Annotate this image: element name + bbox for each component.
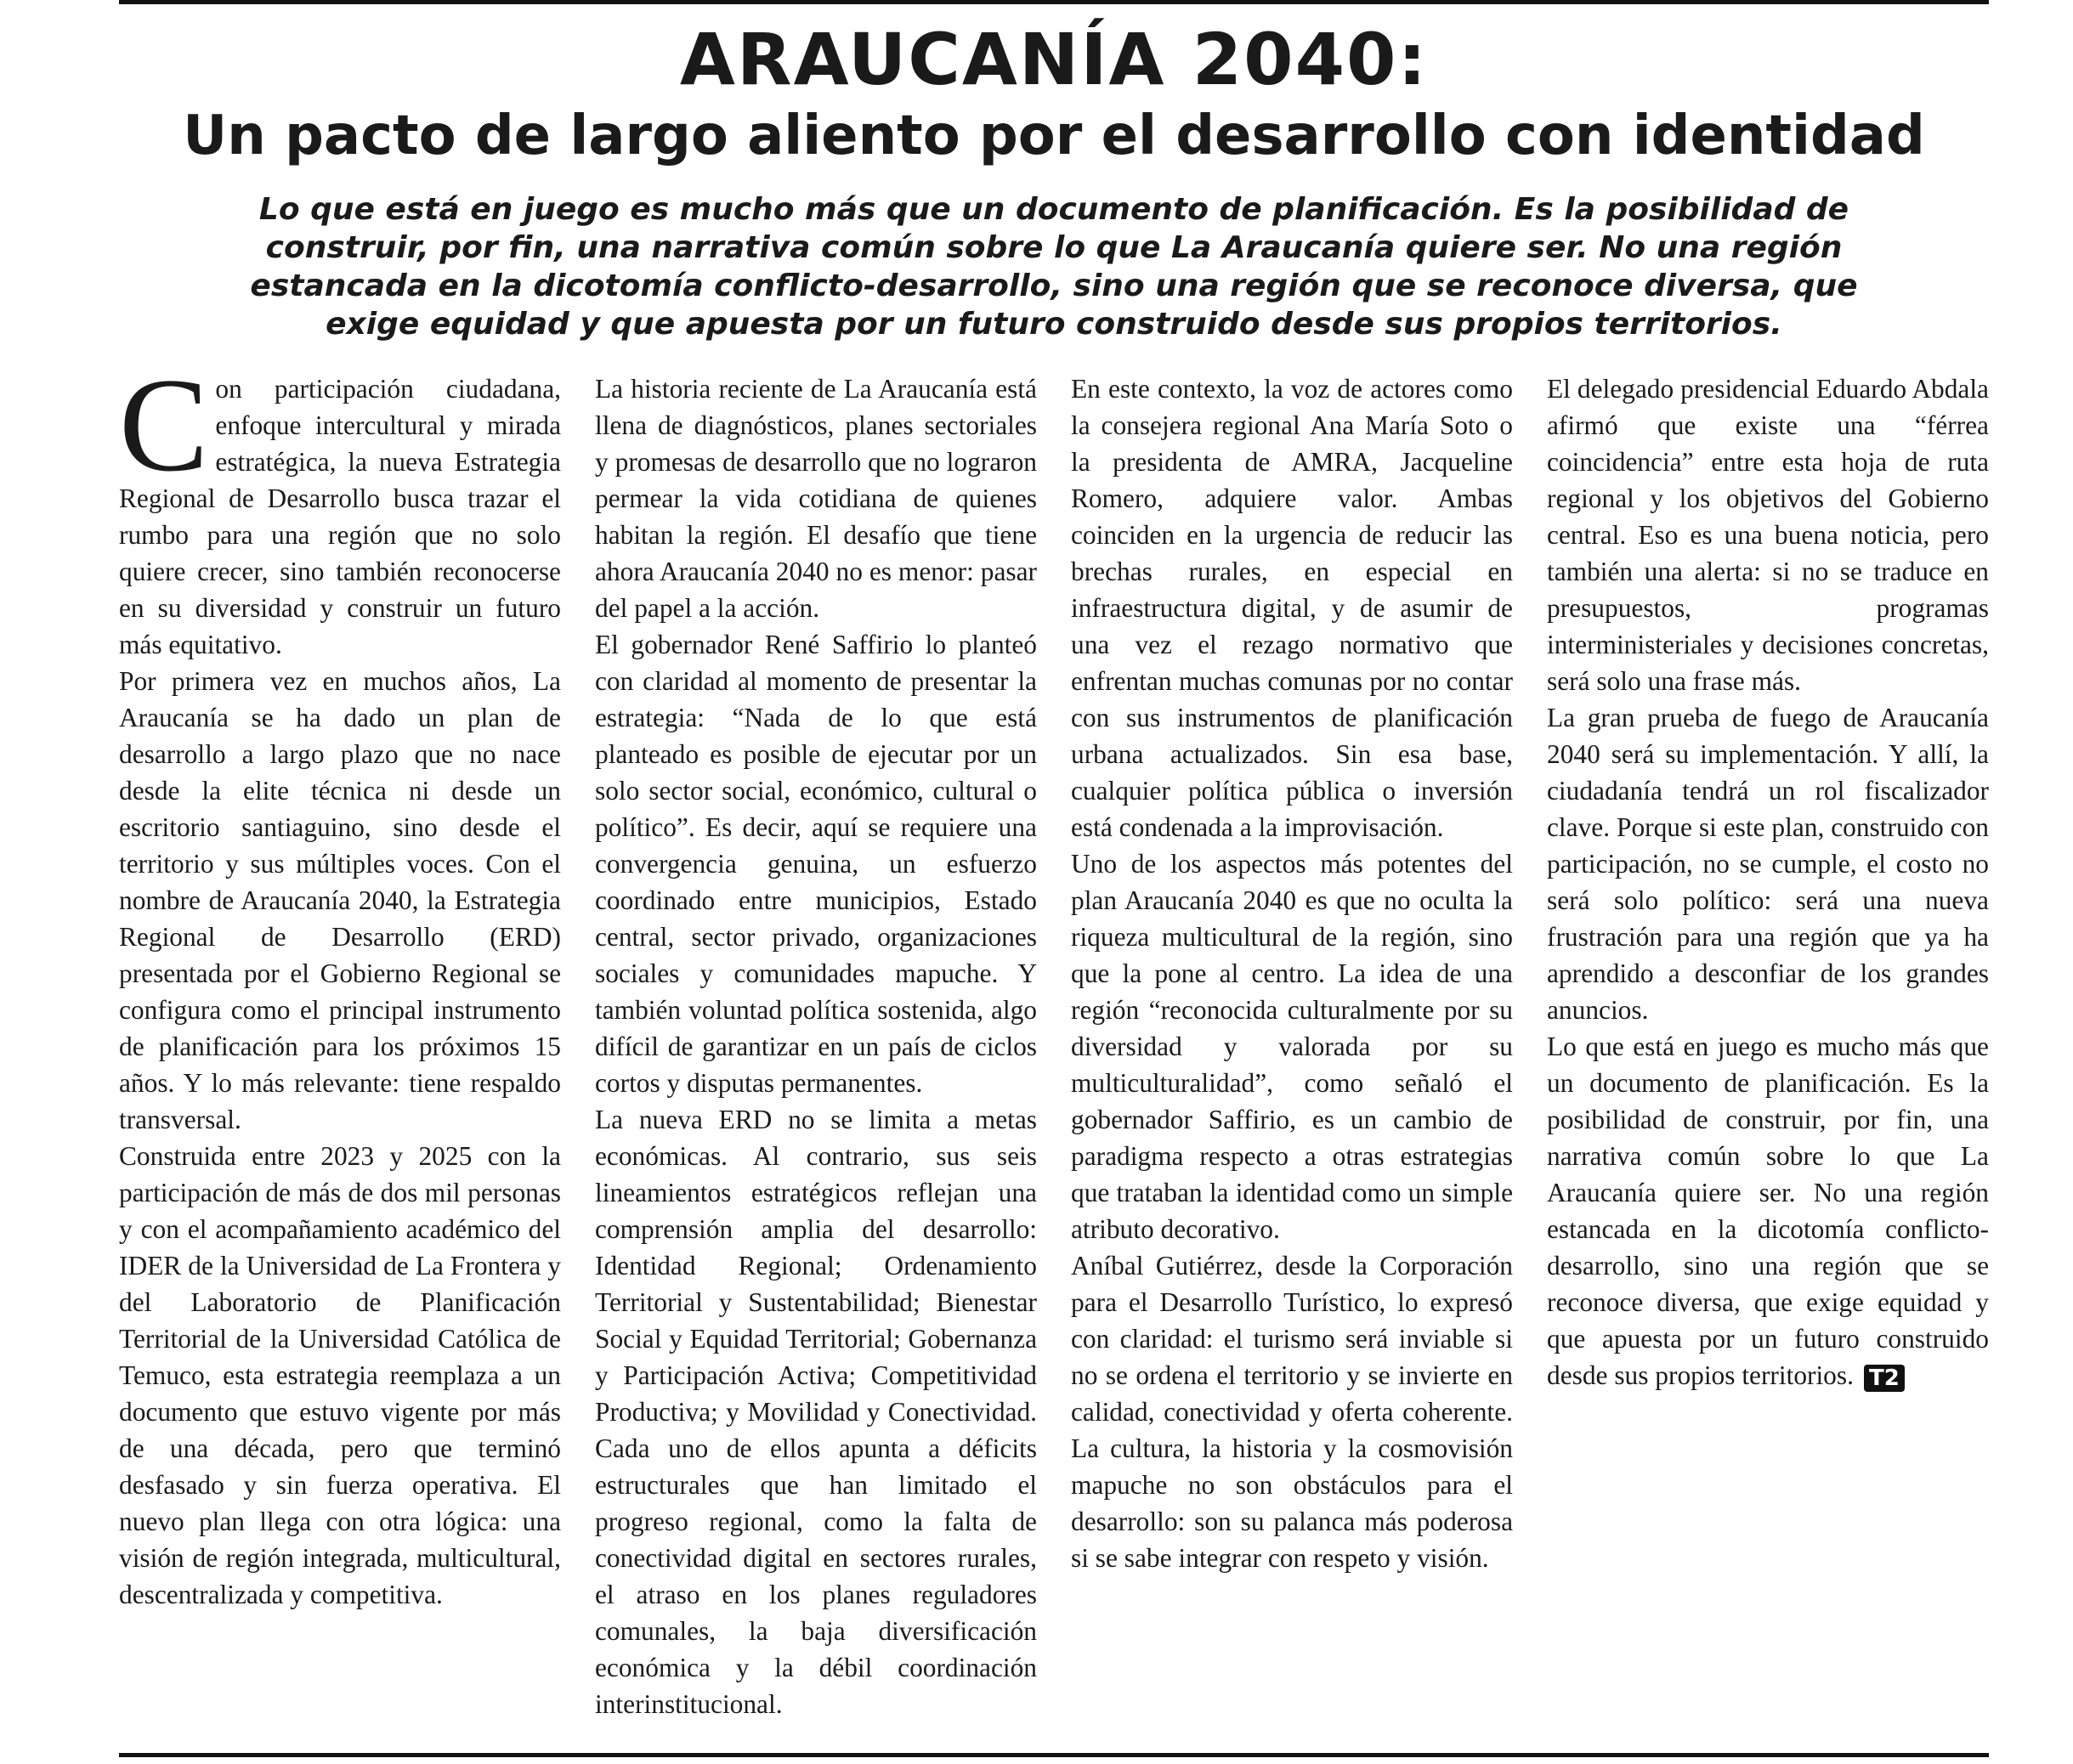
article-column-1 (119, 370, 561, 1745)
paragraph-8: Uno de los aspectos más potentes del plan Araucanía 2040 es que no oculta la riqueza multicultural de la región, sino que la pone al centro. La idea de una región “reconocida culturalmente por su diversidad y valorada por su multiculturalidad”, como señaló el gobernador Saffirio, es un cambio de paradigma respecto a otras estrategias que trataban la identidad como un simple atributo decorativo. (1071, 849, 1513, 1244)
article-column-4 (1547, 370, 1989, 1745)
lead-paragraph: Lo que está en juego es mucho más que un documento de planificación. Es la posibilidad de construir, por fin, una narrativa común sobre lo que La Araucanía quiere ser. No una región estancada en la dicotomía conflicto-desarrollo, sino una región que se reconoce diversa, que exige equidad y que apuesta por un futuro construido desde sus propios territorios. (250, 192, 1858, 342)
paragraph-3: Construida entre 2023 y 2025 con la participación de más de dos mil personas y con el acompañamiento académico del IDER de la Universidad de La Frontera y del Laboratorio de Planificación Territorial de la Universidad Católica de Temuco, esta estrategia reemplaza a un documento que estuvo vigente por más de una década, pero que terminó desfasado y sin fuerza operativa. El nuevo plan llega con otra lógica: una visión de región integrada, multicultural, descentralizada y competitiva. (119, 1141, 561, 1609)
article-column-3 (1071, 370, 1513, 1745)
paragraph-9: Aníbal Gutiérrez, desde la Corporación para el Desarrollo Turístico, lo expresó con claridad: el turismo será inviable si no se ordena el territorio y se invierte en calidad, conectividad y oferta coherente. La cultura, la historia y la cosmovisión mapuche no son obstáculos para el desarrollo: son su palanca más poderosa si se sabe integrar con respeto y visión. (1071, 1251, 1513, 1573)
paragraph-1 (119, 370, 561, 663)
paragraph-12 (1547, 1028, 1989, 1394)
paragraph-12-text: Lo que está en juego es mucho más que un documento de planificación. Es la posibilidad de construir, por fin, una narrativa común sobre lo que La Araucanía quiere ser. No una región estancada en la dicotomía conflicto-desarrollo, sino una región que se reconoce diversa, que exige equidad y que apuesta por un futuro construido desde sus propios territorios. (1547, 1032, 1989, 1390)
paragraph-6: La nueva ERD no se limita a metas económicas. Al contrario, sus seis lineamientos estratégicos reflejan una comprensión amplia del desarrollo: Identidad Regional; Ordenamiento Territorial y Sustentabilidad; Bienestar Social y Equidad Territorial; Gobernanza y Participación Activa; Competitividad Productiva; y Movilidad y Conectividad. Cada uno de ellos apunta a déficits estructurales que han limitado el progreso regional, como la falta de conectividad digital en sectores rurales, el atraso en los planes reguladores comunales, la baja diversificación económica y la débil coordinación interinstitucional. (595, 1105, 1037, 1719)
headline: ARAUCANÍA 2040: (679, 18, 1429, 101)
paragraph-10: El delegado presidencial Eduardo Abdala afirmó que existe una “férrea coincidencia” entre esta hoja de ruta regional y los objetivos del Gobierno central. Eso es una buena noticia, pero también una alerta: si no se traduce en presupuestos, programas interministeriales y decisiones concretas, será solo una frase más. (1547, 374, 1989, 696)
drop-cap: C (119, 370, 209, 500)
paragraph-1-text: on participación ciudadana, enfoque intercultural y mirada estratégica, la nueva Estrategia Regional de Desarrollo busca trazar el rumbo para una región que no solo quiere crecer, sino también reconocerse en su diversidad y construir un futuro más equitativo. (119, 374, 561, 659)
end-mark-logo: T2 (1864, 1365, 1905, 1392)
paragraph-4: La historia reciente de La Araucanía está llena de diagnósticos, planes sectoriales y promesas de desarrollo que no lograron permear la vida cotidiana de quienes habitan la región. El desafío que tiene ahora Araucanía 2040 no es menor: pasar del papel a la acción. (595, 374, 1037, 623)
bottom-rule (119, 1753, 1989, 1757)
paragraph-7: En este contexto, la voz de actores como la consejera regional Ana María Soto o la presidenta de AMRA, Jacqueline Romero, adquiere valor. Ambas coinciden en la urgencia de reducir las brechas rurales, en especial en infraestructura digital, y de asumir de una vez el rezago normativo que enfrentan muchas comunas por no contar con sus instrumentos de planificación urbana actualizados. Sin esa base, cualquier política pública o inversión está condenada a la improvisación. (1071, 374, 1513, 842)
article-column-2 (595, 370, 1037, 1745)
top-rule (119, 0, 1989, 4)
paragraph-5: El gobernador René Saffirio lo planteó con claridad al momento de presentar la estrategia: “Nada de lo que está planteado es posible de ejecutar por un solo sector social, económico, cultural o político”. Es decir, aquí se requiere una convergencia genuina, un esfuerzo coordinado entre municipios, Estado central, sector privado, organizaciones sociales y comunidades mapuche. Y también voluntad política sostenida, algo difícil de garantizar en un país de ciclos cortos y disputas permanentes. (595, 630, 1037, 1098)
subheadline: Un pacto de largo aliento por el desarrollo con identidad (183, 105, 1925, 167)
paragraph-11: La gran prueba de fuego de Araucanía 2040 será su implementación. Y allí, la ciudadanía tendrá un rol fiscalizador clave. Porque si este plan, construido con participación, no se cumple, el costo no será solo político: será una nueva frustración para una región que ya ha aprendido a desconfiar de los grandes anuncios. (1547, 703, 1989, 1025)
paragraph-2: Por primera vez en muchos años, La Araucanía se ha dado un plan de desarrollo a largo plazo que no nace desde la elite técnica ni desde un escritorio santiaguino, sino desde el territorio y sus múltiples voces. Con el nombre de Araucanía 2040, la Estrategia Regional de Desarrollo (ERD) presentada por el Gobierno Regional se configura como el principal instrumento de planificación para los próximos 15 años. Y lo más relevante: tiene respaldo transversal. (119, 666, 561, 1134)
